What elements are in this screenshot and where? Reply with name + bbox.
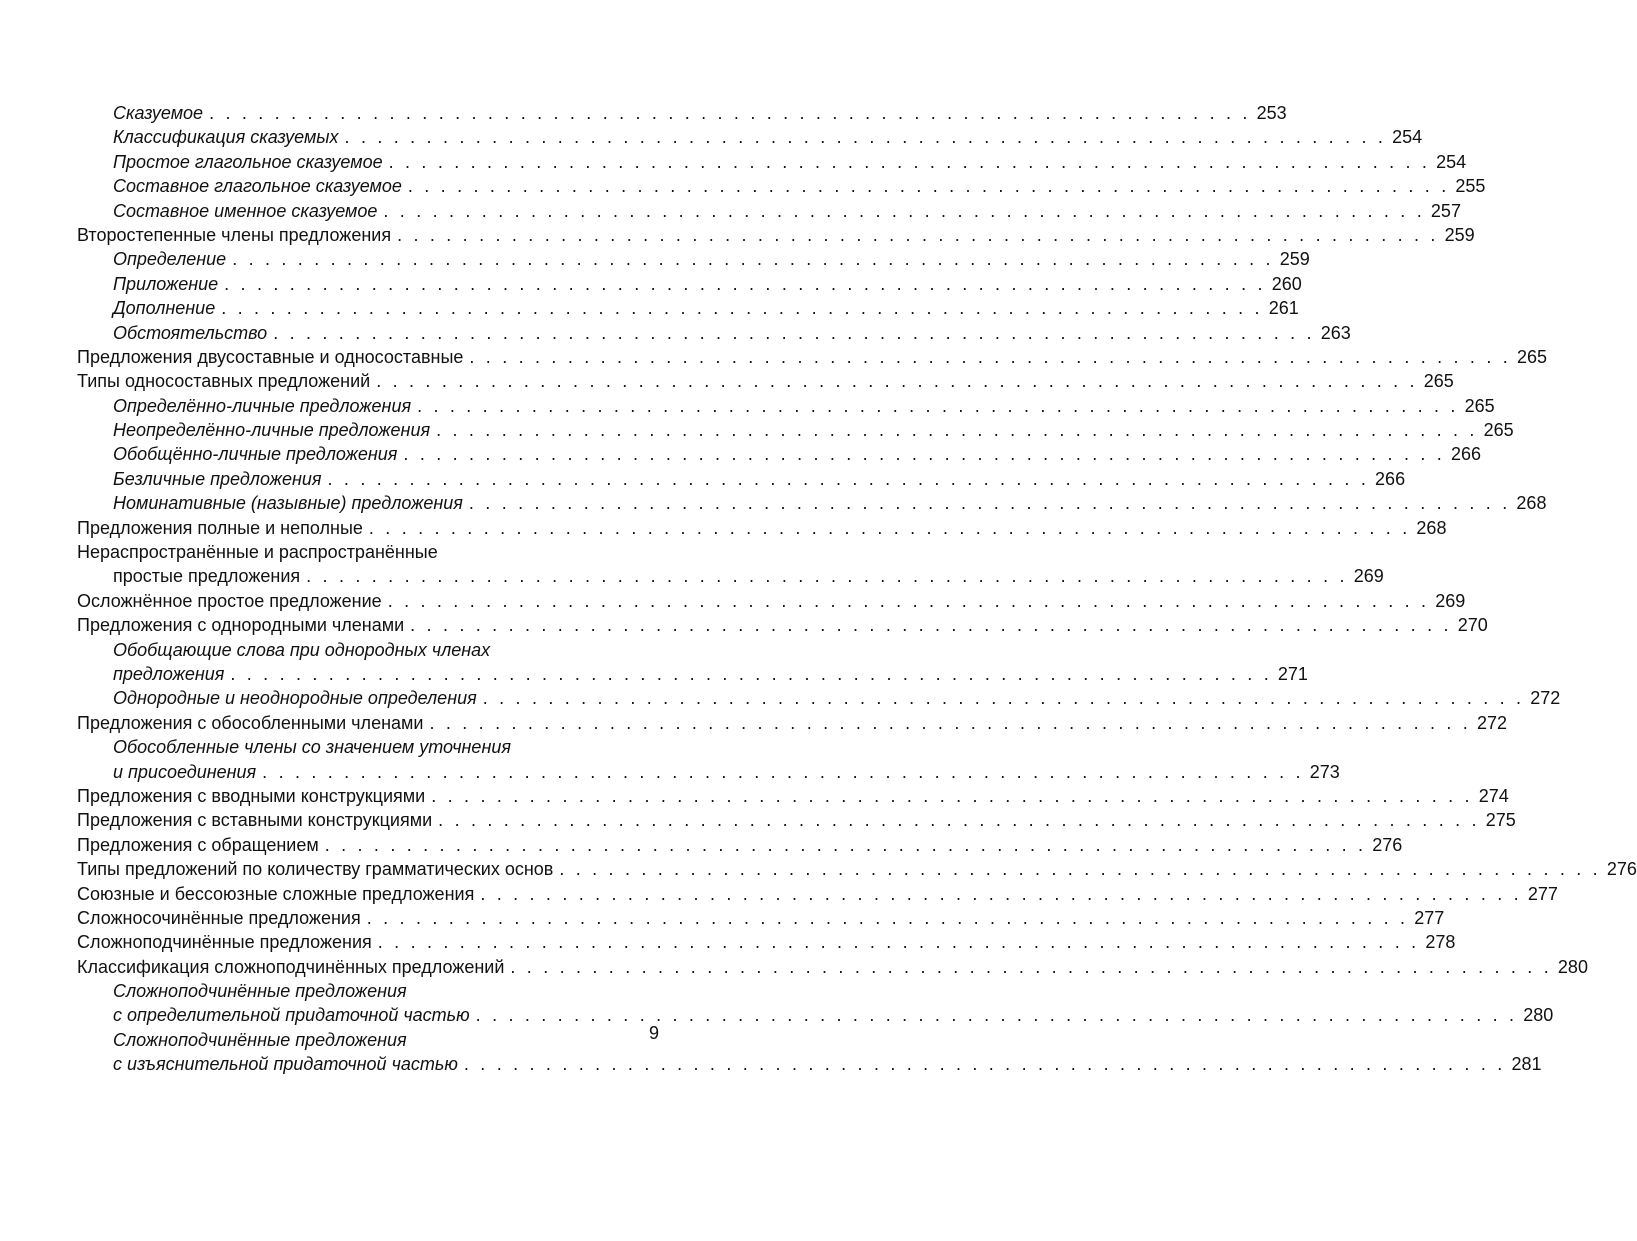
toc-entry-title: Союзные и бессоюзные сложные предложения: [77, 882, 480, 906]
toc-entry[interactable]: [77, 589, 1466, 613]
dot-leader: . . . . . . . . . . . . . . . . . . . . . . . . . . . . . . . . . . . . . . . . . . . . . . . . . . . . . . . . . . . . . . . .: [510, 956, 1552, 977]
toc-entry-title: Сказуемое: [113, 101, 209, 125]
toc-entry[interactable]: [77, 247, 1310, 271]
toc-entry[interactable]: [77, 711, 1508, 735]
toc-entry[interactable]: [77, 516, 1447, 540]
toc-entry-page: 271: [1277, 663, 1308, 684]
toc-entry[interactable]: [77, 1028, 667, 1052]
dot-leader: . . . . . . . . . . . . . . . . . . . . . . . . . . . . . . . . . . . . . . . . . . . . . . . . . . . . . . . . . . . . . . . .: [383, 200, 1425, 221]
toc-entry-page: 255: [1455, 176, 1486, 197]
toc-entry[interactable]: [77, 1003, 1554, 1027]
toc-entry-title: Сложноподчинённые предложения: [113, 1028, 413, 1052]
toc-entry-title: Сложносочинённые предложения: [77, 906, 367, 930]
dot-leader: . . . . . . . . . . . . . . . . . . . . . . . . . . . . . . . . . . . . . . . . . . . . . . . . . . . . . . . . . . . . . . . .: [438, 810, 1480, 831]
toc-entry-title: Типы предложений по количеству грамматических основ: [77, 857, 559, 881]
toc-entry[interactable]: [77, 125, 1423, 149]
toc-entry-page: 259: [1279, 249, 1310, 270]
dot-leader: . . . . . . . . . . . . . . . . . . . . . . . . . . . . . . . . . . . . . . . . . . . . . . . . . . . . . . . . . . . . . . . .: [377, 932, 1420, 953]
toc-entry[interactable]: [77, 955, 1588, 979]
toc-entry-page: 281: [1511, 1054, 1542, 1075]
toc-entry-title: Однородные и неоднородные определения: [113, 686, 483, 710]
toc-entry-page: 254: [1392, 127, 1423, 148]
toc-entry-page: 263: [1320, 322, 1351, 343]
toc-entry-title: Предложения полные и неполные: [77, 516, 369, 540]
toc-entry[interactable]: [77, 979, 667, 1003]
dot-leader: . . . . . . . . . . . . . . . . . . . . . . . . . . . . . . . . . . . . . . . . . . . . . . . . . . . . . . . . . . . . . . . .: [366, 907, 1409, 928]
toc-entry-page: 254: [1436, 151, 1467, 172]
dot-leader: . . . . . . . . . . . . . . . . . . . . . . . . . . . . . . . . . . . . . . . . . . . . . . . . . . . . . . . . . . . . . . . .: [475, 1005, 1518, 1026]
toc-entry-title: Обособленные члены со значением уточнения: [113, 735, 517, 759]
dot-leader: . . . . . . . . . . . . . . . . . . . . . . . . . . . . . . . . . . . . . . . . . . . . . . . . . . . . . . . . . . . . . . . .: [344, 127, 1387, 148]
toc-entry[interactable]: [77, 808, 1516, 832]
dot-leader: . . . . . . . . . . . . . . . . . . . . . . . . . . . . . . . . . . . . . . . . . . . . . . . . . . . . . . . . . . . . . . . .: [376, 371, 1418, 392]
toc-entry-page: 275: [1485, 810, 1516, 831]
toc-entry-page: 268: [1416, 517, 1447, 538]
toc-entry-page: 259: [1444, 224, 1475, 245]
table-of-contents: [77, 101, 1637, 1077]
toc-entry-title: Осложнённое простое предложение: [77, 589, 388, 613]
dot-leader: . . . . . . . . . . . . . . . . . . . . . . . . . . . . . . . . . . . . . . . . . . . . . . . . . . . . . . . . . . . . . . . .: [306, 566, 1348, 587]
toc-entry[interactable]: [77, 613, 1488, 637]
toc-entry-title: Предложения с обращением: [77, 833, 325, 857]
dot-leader: . . . . . . . . . . . . . . . . . . . . . . . . . . . . . . . . . . . . . . . . . . . . . . . . . . . . . . . . . . . . . . . .: [209, 103, 1251, 123]
toc-entry-page: 274: [1478, 785, 1509, 806]
toc-entry-title: Определённо-личные предложения: [113, 394, 417, 418]
toc-entry[interactable]: [77, 906, 1445, 930]
toc-entry-page: 261: [1268, 298, 1299, 319]
toc-entry-title: Обобщающие слова при однородных членах: [113, 638, 496, 662]
toc-entry[interactable]: [77, 199, 1461, 223]
toc-entry-title: Номинативные (назывные) предложения: [113, 491, 469, 515]
dot-leader: . . . . . . . . . . . . . . . . . . . . . . . . . . . . . . . . . . . . . . . . . . . . . . . . . . . . . . . . . . . . . . . .: [388, 151, 1431, 172]
toc-entry-title: Приложение: [113, 272, 224, 296]
toc-entry-title: Предложения с вводными конструкциями: [77, 784, 431, 808]
toc-entry[interactable]: [77, 833, 1403, 857]
dot-leader: . . . . . . . . . . . . . . . . . . . . . . . . . . . . . . . . . . . . . . . . . . . . . . . . . . . . . . . . . . . . . . . .: [436, 420, 1478, 441]
toc-entry[interactable]: [77, 638, 667, 662]
toc-entry[interactable]: [77, 686, 1561, 710]
toc-entry-page: 265: [1516, 346, 1547, 367]
toc-entry-page: 278: [1425, 932, 1456, 953]
toc-entry[interactable]: [77, 467, 1406, 491]
dot-leader: . . . . . . . . . . . . . . . . . . . . . . . . . . . . . . . . . . . . . . . . . . . . . . . . . . . . . . . . . . . . . . . .: [324, 834, 1367, 855]
toc-entry-page: 265: [1423, 371, 1454, 392]
dot-leader: . . . . . . . . . . . . . . . . . . . . . . . . . . . . . . . . . . . . . . . . . . . . . . . . . . . . . . . . . . . . . . . .: [368, 517, 1411, 538]
dot-leader: . . . . . . . . . . . . . . . . . . . . . . . . . . . . . . . . . . . . . . . . . . . . . . . . . . . . . . . . . . . . . . . .: [327, 468, 1370, 489]
dot-leader: . . . . . . . . . . . . . . . . . . . . . . . . . . . . . . . . . . . . . . . . . . . . . . . . . . . . . . . . . . . . . . . .: [262, 761, 1304, 782]
toc-entry-page: 276: [1606, 859, 1637, 880]
toc-entry[interactable]: [77, 735, 667, 759]
dot-leader: . . . . . . . . . . . . . . . . . . . . . . . . . . . . . . . . . . . . . . . . . . . . . . . . . . . . . . . . . . . . . . . .: [429, 712, 1471, 733]
dot-leader: . . . . . . . . . . . . . . . . . . . . . . . . . . . . . . . . . . . . . . . . . . . . . . . . . . . . . . . . . . . . . . . .: [431, 785, 1473, 806]
toc-entry-title: Обстоятельство: [113, 321, 273, 345]
toc-entry-page: 280: [1523, 1005, 1554, 1026]
toc-entry[interactable]: [77, 491, 1547, 515]
toc-entry-title: Простое глагольное сказуемое: [113, 150, 389, 174]
toc-entry-page: 272: [1477, 712, 1508, 733]
toc-entry[interactable]: [77, 345, 1547, 369]
toc-entry-page: 266: [1375, 468, 1406, 489]
toc-entry-title: с определительной придаточной частью: [113, 1003, 476, 1027]
toc-entry-page: 260: [1271, 273, 1302, 294]
toc-entry[interactable]: [77, 150, 1467, 174]
dot-leader: . . . . . . . . . . . . . . . . . . . . . . . . . . . . . . . . . . . . . . . . . . . . . . . . . . . . . . . . . . . . . . . .: [224, 273, 1266, 294]
toc-entry-title: Предложения с вставными конструкциями: [77, 808, 438, 832]
toc-entry-page: 280: [1557, 956, 1588, 977]
toc-entry-page: 270: [1457, 615, 1488, 636]
dot-leader: . . . . . . . . . . . . . . . . . . . . . . . . . . . . . . . . . . . . . . . . . . . . . . . . . . . . . . . . . . . . . . . .: [407, 176, 1450, 197]
toc-entry[interactable]: [77, 442, 1481, 466]
toc-entry-title: Предложения с однородными членами: [77, 613, 410, 637]
toc-entry[interactable]: [77, 784, 1509, 808]
toc-entry-page: 266: [1450, 444, 1481, 465]
toc-entry-title: Предложения с обособленными членами: [77, 711, 429, 735]
toc-entry-page: 277: [1527, 883, 1558, 904]
toc-entry[interactable]: [77, 564, 1384, 588]
toc-entry[interactable]: [77, 223, 1475, 247]
toc-entry-title: Нераспространённые и распространённые: [77, 540, 444, 564]
dot-leader: . . . . . . . . . . . . . . . . . . . . . . . . . . . . . . . . . . . . . . . . . . . . . . . . . . . . . . . . . . . . . . . .: [232, 249, 1274, 270]
toc-entry-title: Классификация сложноподчинённых предложений: [77, 955, 510, 979]
toc-entry[interactable]: [77, 272, 1302, 296]
dot-leader: . . . . . . . . . . . . . . . . . . . . . . . . . . . . . . . . . . . . . . . . . . . . . . . . . . . . . . . . . . . . . . . .: [559, 859, 1601, 880]
page-number: 9: [649, 1023, 660, 1043]
toc-entry-page: 268: [1516, 493, 1547, 514]
toc-entry-title: Определение: [113, 247, 232, 271]
toc-entry-title: и присоединения: [113, 760, 262, 784]
toc-entry-page: 269: [1353, 566, 1384, 587]
toc-entry-title: Предложения двусоставные и односоставные: [77, 345, 469, 369]
toc-entry[interactable]: [77, 760, 1340, 784]
toc-entry-title: Дополнение: [113, 296, 221, 320]
dot-leader: . . . . . . . . . . . . . . . . . . . . . . . . . . . . . . . . . . . . . . . . . . . . . . . . . . . . . . . . . . . . . . . .: [410, 615, 1452, 636]
toc-entry-title: Классификация сказуемых: [113, 125, 345, 149]
toc-entry-title: Неопределённо-личные предложения: [113, 418, 436, 442]
toc-entry-page: 272: [1530, 688, 1561, 709]
toc-entry-title: Сложноподчинённые предложения: [77, 930, 378, 954]
toc-entry-title: простые предложения: [113, 564, 306, 588]
toc-entry-page: 253: [1256, 103, 1287, 123]
toc-entry[interactable]: [77, 662, 1308, 686]
toc-entry[interactable]: [77, 857, 1637, 881]
toc-entry[interactable]: [77, 174, 1486, 198]
dot-leader: . . . . . . . . . . . . . . . . . . . . . . . . . . . . . . . . . . . . . . . . . . . . . . . . . . . . . . . . . . . . . . . .: [480, 883, 1522, 904]
dot-leader: . . . . . . . . . . . . . . . . . . . . . . . . . . . . . . . . . . . . . . . . . . . . . . . . . . . . . . . . . . . . . . . .: [463, 1054, 1506, 1075]
toc-entry-title: Второстепенные члены предложения: [77, 223, 397, 247]
toc-entry-page: 257: [1430, 200, 1461, 221]
toc-entry[interactable]: [77, 882, 1558, 906]
toc-entry-page: 265: [1483, 420, 1514, 441]
toc-entry[interactable]: [77, 101, 1287, 125]
toc-entry-title: с изъяснительной придаточной частью: [113, 1052, 464, 1076]
toc-entry-page: 273: [1309, 761, 1340, 782]
toc-entry[interactable]: [77, 930, 1456, 954]
toc-entry[interactable]: [77, 369, 1454, 393]
toc-entry-page: 277: [1414, 907, 1445, 928]
toc-entry-page: 276: [1372, 834, 1403, 855]
toc-entry-title: Сложноподчинённые предложения: [113, 979, 413, 1003]
dot-leader: . . . . . . . . . . . . . . . . . . . . . . . . . . . . . . . . . . . . . . . . . . . . . . . . . . . . . . . . . . . . . . . .: [469, 346, 1511, 367]
dot-leader: . . . . . . . . . . . . . . . . . . . . . . . . . . . . . . . . . . . . . . . . . . . . . . . . . . . . . . . . . . . . . . . .: [273, 322, 1315, 343]
toc-entry-title: Типы односоставных предложений: [77, 369, 376, 393]
toc-entry-page: 265: [1464, 395, 1495, 416]
toc-entry-title: Составное именное сказуемое: [113, 199, 383, 223]
toc-entry-title: Безличные предложения: [113, 467, 328, 491]
toc-entry[interactable]: [77, 321, 1351, 345]
toc-entry-page: 269: [1435, 590, 1466, 611]
toc-entry[interactable]: [77, 540, 667, 564]
dot-leader: . . . . . . . . . . . . . . . . . . . . . . . . . . . . . . . . . . . . . . . . . . . . . . . . . . . . . . . . . . . . . . . .: [403, 444, 1445, 465]
toc-entry[interactable]: [77, 1052, 1542, 1076]
toc-entry-title: предложения: [113, 662, 230, 686]
toc-entry-title: Обобщённо-личные предложения: [113, 442, 403, 466]
dot-leader: . . . . . . . . . . . . . . . . . . . . . . . . . . . . . . . . . . . . . . . . . . . . . . . . . . . . . . . . . . . . . . . .: [468, 493, 1511, 514]
dot-leader: . . . . . . . . . . . . . . . . . . . . . . . . . . . . . . . . . . . . . . . . . . . . . . . . . . . . . . . . . . . . . . . .: [417, 395, 1459, 416]
toc-entry[interactable]: [77, 394, 1495, 418]
toc-entry[interactable]: [77, 418, 1514, 442]
toc-entry[interactable]: [77, 296, 1299, 320]
toc-entry-title: Составное глагольное сказуемое: [113, 174, 408, 198]
dot-leader: . . . . . . . . . . . . . . . . . . . . . . . . . . . . . . . . . . . . . . . . . . . . . . . . . . . . . . . . . . . . . . . .: [397, 224, 1439, 245]
dot-leader: . . . . . . . . . . . . . . . . . . . . . . . . . . . . . . . . . . . . . . . . . . . . . . . . . . . . . . . . . . . . . . . .: [387, 590, 1430, 611]
dot-leader: . . . . . . . . . . . . . . . . . . . . . . . . . . . . . . . . . . . . . . . . . . . . . . . . . . . . . . . . . . . . . . . .: [221, 298, 1263, 319]
dot-leader: . . . . . . . . . . . . . . . . . . . . . . . . . . . . . . . . . . . . . . . . . . . . . . . . . . . . . . . . . . . . . . . .: [482, 688, 1525, 709]
dot-leader: . . . . . . . . . . . . . . . . . . . . . . . . . . . . . . . . . . . . . . . . . . . . . . . . . . . . . . . . . . . . . . . .: [230, 663, 1272, 684]
